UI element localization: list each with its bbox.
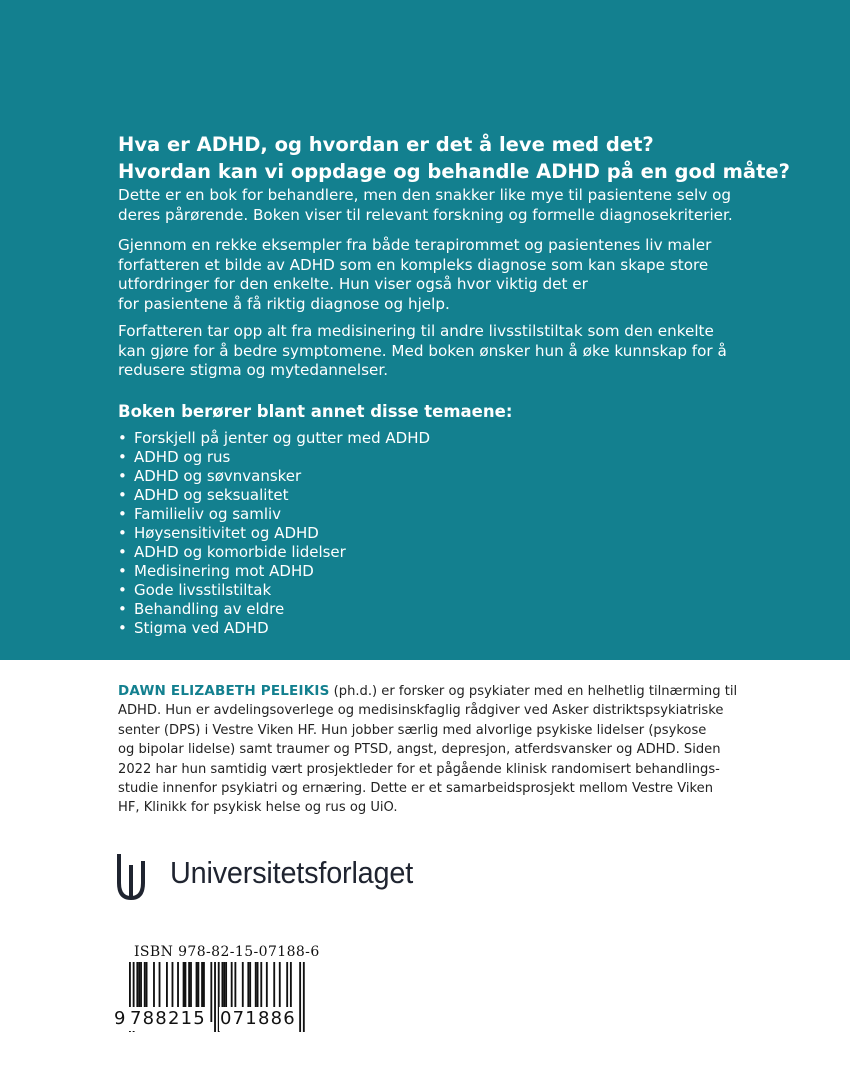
back-cover-heading (118, 131, 790, 185)
bio-line: studie innenfor psykiatri og ernæring. Dette er et samarbeidsprosjekt mellom Vestre Viken (118, 781, 714, 797)
topic-item: • ADHD og seksualitet (118, 486, 430, 505)
topic-item: • ADHD og søvnvansker (118, 467, 430, 486)
paragraph-line: kan gjøre for å bedre symptomene. Med boken ønsker hun å øke kunnskap for å (118, 341, 727, 360)
topic-item: • Medisinering mot ADHD (118, 562, 430, 581)
bio-line: ADHD. Hun er avdelingsoverlege og medisinskfaglig rådgiver ved Asker distriktspsykiatriske (118, 703, 724, 719)
description-paragraph (118, 236, 712, 314)
bio-line: HF, Klinikk for psykisk helse og rus og UiO. (118, 800, 398, 816)
heading-line: Hvordan kan vi oppdage og behandle ADHD på en god måte? (118, 160, 790, 183)
barcode-digits (113, 1007, 303, 1033)
topic-item: • Gode livsstilstiltak (118, 581, 430, 600)
paragraph-line: deres pårørende. Boken viser til relevant forskning og formelle diagnosekriterier. (118, 205, 733, 224)
topic-item: • ADHD og komorbide lidelser (118, 543, 430, 562)
paragraph-line: utfordringer for den enkelte. Hun viser også hvor viktig det er (118, 275, 588, 293)
paragraph-line: for pasientene å få riktig diagnose og hjelp. (118, 294, 450, 313)
isbn-label: ISBN 978-82-15-07188-6 (134, 944, 320, 960)
author-name: DAWN ELIZABETH PELEIKIS (118, 683, 330, 699)
barcode-lead-digit: 9 (114, 1008, 126, 1029)
topic-item: • Høysensitivitet og ADHD (118, 524, 430, 543)
heading-line: Hva er ADHD, og hvordan er det å leve med det? (118, 133, 654, 156)
topic-item: • Forskjell på jenter og gutter med ADHD (118, 429, 430, 448)
author-bio (118, 682, 738, 818)
bio-line: 2022 har hun samtidig vært prosjektleder for et pågående klinisk randomisert behandlings- (118, 761, 720, 777)
bio-line: senter (DPS) i Vestre Viken HF. Hun jobber særlig med alvorlige psykiske lidelser (psykose (118, 722, 707, 738)
topic-item: • ADHD og rus (118, 448, 430, 467)
universitetsforlaget-logo-icon (116, 853, 146, 901)
topic-item: • Stigma ved ADHD (118, 619, 430, 638)
bio-first-line-text: (ph.d.) er forsker og psykiater med en helhetlig tilnærming til (329, 684, 738, 699)
topic-item: • Familieliv og samliv (118, 505, 430, 524)
paragraph-line: Gjennom en rekke eksempler fra både terapirommet og pasientenes liv maler (118, 236, 712, 254)
publisher-name: Universitetsforlaget (170, 855, 414, 890)
description-paragraph (118, 186, 733, 225)
barcode-left-digits: 788215 (130, 1008, 206, 1029)
paragraph-line: redusere stigma og mytedannelser. (118, 361, 389, 379)
description-paragraph (118, 322, 727, 381)
topics-list (118, 429, 430, 638)
topics-title: Boken berører blant annet disse temaene: (118, 402, 513, 421)
paragraph-line: forfatteren et bilde av ADHD som en kompleks diagnose som kan skape store (118, 255, 709, 274)
bio-line (118, 682, 738, 701)
paragraph-line: Dette er en bok for behandlere, men den snakker like mye til pasientene selv og (118, 186, 732, 204)
paragraph-line: Forfatteren tar opp alt fra medisinering til andre livsstilstiltak som den enkelte (118, 322, 714, 340)
barcode-right-digits: 071886 (220, 1008, 296, 1029)
bio-line: og bipolar lidelse) samt traumer og PTSD, angst, depresjon, atferdsvansker og ADHD. Siden (118, 742, 721, 758)
topic-item: • Behandling av eldre (118, 600, 430, 619)
barcode-bar (303, 962, 305, 1032)
